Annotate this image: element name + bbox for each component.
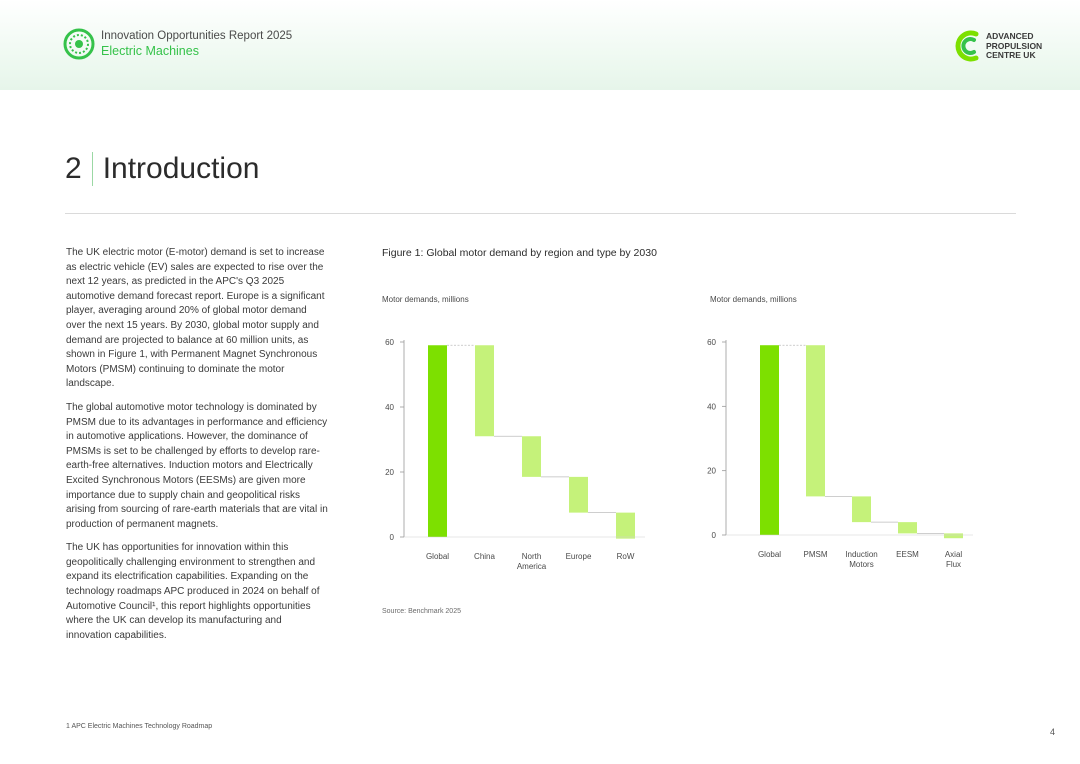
body-paragraph: The global automotive motor technology is dominated by PMSM due to its advantages in performance and efficiency in automotive applications. However, the dominance of PMSMs is set to be challenged by efforts to develop rare-earth-free alternatives. Induction motors and Electrically Excited Synchronous Motors (EESMs) are given more importance due to supply chain and geopolitical risks arising from sourcing of rare-earth materials that are vital in production of permanent magnets.	[66, 401, 328, 530]
page-number: 4	[1050, 727, 1056, 737]
waterfall-bar	[569, 477, 588, 513]
x-tick-label: Global	[425, 552, 450, 561]
y-tick-label: 40	[707, 402, 716, 412]
y-tick-label: 0	[389, 533, 394, 542]
waterfall-bar	[852, 496, 871, 522]
waterfall-bar	[522, 436, 541, 477]
waterfall-bar	[944, 533, 963, 538]
waterfall-bar	[616, 513, 635, 539]
waterfall-bar	[475, 345, 494, 436]
apc-logo-line: ADVANCED	[986, 31, 1034, 41]
x-tick-label: Flux	[945, 560, 962, 569]
motor-coil-icon	[63, 28, 95, 60]
section-title: Introduction	[102, 152, 260, 185]
y-tick-label: 60	[707, 338, 716, 347]
apc-logo-line: CENTRE UK	[986, 50, 1036, 60]
waterfall-bar	[760, 345, 779, 535]
y-tick-label: 40	[385, 403, 394, 412]
x-tick-label: Europe	[565, 552, 592, 561]
heading-rule	[65, 213, 1016, 214]
y-tick-label: 20	[385, 468, 394, 477]
x-tick-label: Global	[757, 550, 782, 559]
figure-source: Source: Benchmark 2025	[382, 608, 461, 615]
y-axis-title: Motor demands, millions	[710, 295, 797, 304]
waterfall-bar	[898, 522, 917, 533]
x-tick-label: North	[521, 552, 542, 561]
report-title: Innovation Opportunities Report 2025	[101, 30, 293, 42]
x-tick-label: EESM	[896, 550, 919, 559]
y-tick-label: 20	[707, 466, 716, 476]
waterfall-bar	[806, 345, 825, 496]
report-topic: Electric Machines	[101, 44, 199, 58]
body-paragraph: The UK has opportunities for innovation within this geopolitically challenging environment to strengthen and expand its electrification capabilities. Expanding on the technology roadmaps APC produced in 2024 on behalf of Automotive Council¹, this report highlights opportunities where the UK can develop its manufacturing and innovation capabilities.	[66, 542, 320, 641]
x-tick-label: PMSM	[803, 550, 828, 559]
y-tick-label: 60	[385, 338, 394, 347]
page-header	[0, 0, 1080, 90]
figure-title: Figure 1: Global motor demand by region and type by 2030	[382, 247, 657, 259]
apc-logo-line: PROPULSION	[986, 40, 1043, 51]
x-tick-label: Axial	[944, 550, 963, 559]
section-heading	[65, 150, 259, 188]
region-waterfall-chart	[380, 290, 660, 580]
x-tick-label: Motors	[849, 560, 874, 569]
x-tick-label: RoW	[616, 552, 635, 561]
x-tick-label: China	[474, 552, 495, 561]
section-number: 2	[65, 152, 82, 185]
apc-logo-icon	[952, 28, 984, 64]
waterfall-bar	[428, 345, 447, 537]
y-tick-label: 0	[711, 531, 716, 540]
x-tick-label: Induction	[845, 550, 878, 559]
body-paragraph: The UK electric motor (E-motor) demand is set to increase as electric vehicle (EV) sales are expected to rise over the next 12 years, as predicted in the APC's Q3 2025 automotive demand forecast report. Europe is a significant player, averaging around 20% of global motor demand over the next 15 years. By 2030, global motor supply and demand are projected to balance at 60 million units, as shown in Figure 1, with Permanent Magnet Synchronous Motors (PMSM) continuing to dominate the motor landscape.	[66, 247, 325, 390]
motor-type-waterfall-chart	[708, 290, 988, 580]
body-text	[66, 246, 328, 652]
x-tick-label: America	[516, 562, 547, 571]
footnote: 1 APC Electric Machines Technology Roadmap	[66, 723, 213, 730]
apc-logo-text	[986, 32, 1042, 61]
section-divider	[92, 152, 93, 186]
y-axis-title: Motor demands, millions	[382, 295, 469, 304]
